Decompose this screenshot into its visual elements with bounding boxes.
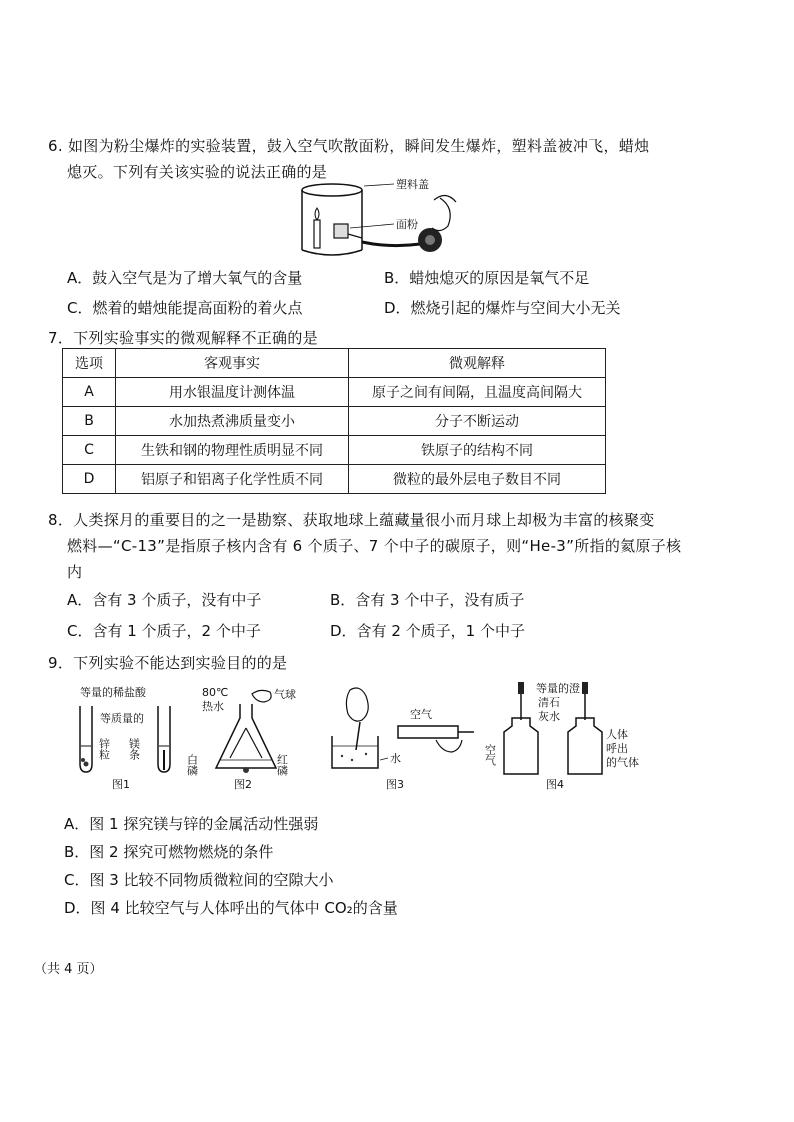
table-cell: C <box>63 436 116 465</box>
q8-option-d: D．含有 2 个质子，1 个中子 <box>330 622 525 640</box>
table-cell: B <box>63 407 116 436</box>
table-header-cell: 客观事实 <box>116 349 349 378</box>
q8-stem-line3: 内 <box>67 563 83 581</box>
fig1-label-mass: 等质量的 <box>100 712 144 725</box>
fig1-label-mg: 镁条 <box>127 738 141 760</box>
table-cell: 用水银温度计测体温 <box>116 378 349 407</box>
fig3-label-air: 空气 <box>410 708 432 721</box>
fig4-label-reagent-1: 等量的澄 <box>536 682 580 695</box>
table-cell: 铁原子的结构不同 <box>349 436 606 465</box>
q6-figure <box>290 178 470 268</box>
q9-option-d: D．图 4 比较空气与人体呼出的气体中 CO₂的含量 <box>64 899 398 917</box>
table-header-cell: 微观解释 <box>349 349 606 378</box>
q8-option-b: B．含有 3 个中子，没有质子 <box>330 591 525 609</box>
table-header-cell: 选项 <box>63 349 116 378</box>
q9-option-a: A．图 1 探究镁与锌的金属活动性强弱 <box>64 815 319 833</box>
table-cell: D <box>63 465 116 494</box>
table-cell: 分子不断运动 <box>349 407 606 436</box>
q9-option-b: B．图 2 探究可燃物燃烧的条件 <box>64 843 274 861</box>
q9-option-c: C．图 3 比较不同物质微粒间的空隙大小 <box>64 871 334 889</box>
table-cell: 原子之间有间隔，且温度高间隔大 <box>349 378 606 407</box>
q8-stem-line1: 8．人类探月的重要目的之一是勘察、获取地球上蕴藏量很小而月球上却极为丰富的核聚变 <box>48 511 655 529</box>
fig1-label-zinc: 锌粒 <box>97 738 111 760</box>
q8-option-a: A．含有 3 个质子，没有中子 <box>67 591 262 609</box>
q9-figure-3 <box>326 680 476 790</box>
table-cell: 微粒的最外层电子数目不同 <box>349 465 606 494</box>
fig3-caption: 图3 <box>386 778 404 791</box>
fig2-label-temp: 80℃ <box>202 686 229 699</box>
page-footer: （共 4 页） <box>34 962 103 977</box>
q8-option-c: C．含有 1 个质子，2 个中子 <box>67 622 261 640</box>
q9-figure-4 <box>483 680 648 792</box>
q6-option-a: A．鼓入空气是为了增大氧气的含量 <box>67 269 303 287</box>
table-row <box>63 436 606 465</box>
fig4-label-reagent-2: 清石 <box>538 696 560 709</box>
fig4-label-breath-2: 呼出 <box>606 742 628 755</box>
fig3-label-water: 水 <box>390 752 401 765</box>
q6-option-d: D．燃烧引起的爆炸与空间大小无关 <box>384 299 621 317</box>
table-header-row <box>63 349 606 378</box>
fig4-label-breath-1: 人体 <box>606 728 628 741</box>
fig4-label-reagent-3: 灰水 <box>538 710 560 723</box>
q7-table <box>62 348 606 494</box>
table-cell: 水加热煮沸质量变小 <box>116 407 349 436</box>
q6-stem-line2: 熄灭。下列有关该实验的说法正确的是 <box>67 163 328 181</box>
table-row <box>63 465 606 494</box>
fig1-label-acid: 等量的稀盐酸 <box>80 686 146 699</box>
fig4-label-breath-3: 的气体 <box>606 756 639 769</box>
q6-label-lid: 塑料盖 <box>396 178 429 191</box>
table-row <box>63 407 606 436</box>
table-cell: 生铁和钢的物理性质明显不同 <box>116 436 349 465</box>
fig1-caption: 图1 <box>112 778 130 791</box>
table-cell: 铝原子和铝离子化学性质不同 <box>116 465 349 494</box>
fig2-label-white: 白磷 <box>185 754 199 776</box>
q6-option-b: B．蜡烛熄灭的原因是氧气不足 <box>384 269 590 287</box>
q8-stem-line2: 燃料—“C-13”是指原子核内含有 6 个质子、7 个中子的碳原子，则“He-3”所指的氦原子核 <box>67 537 682 555</box>
q6-option-c: C．燃着的蜡烛能提高面粉的着火点 <box>67 299 303 317</box>
fig2-label-water: 热水 <box>202 700 224 713</box>
fig4-caption: 图4 <box>546 778 564 791</box>
q9-stem: 9．下列实验不能达到实验目的的是 <box>48 654 288 672</box>
fig2-caption: 图2 <box>234 778 252 791</box>
q6-stem-line1: 6. 如图为粉尘爆炸的实验装置，鼓入空气吹散面粉，瞬间发生爆炸，塑料盖被冲飞，蜡烛 <box>48 137 650 155</box>
table-cell: A <box>63 378 116 407</box>
q9-figure-1 <box>72 684 182 794</box>
table-row <box>63 378 606 407</box>
q9-figure-2 <box>185 684 300 794</box>
fig2-label-balloon: 气球 <box>274 688 296 701</box>
fig4-label-air: 空气 <box>483 744 497 766</box>
q6-label-flour: 面粉 <box>396 218 418 231</box>
q7-stem: 7．下列实验事实的微观解释不正确的是 <box>48 329 318 347</box>
fig2-label-red: 红磷 <box>275 754 289 776</box>
